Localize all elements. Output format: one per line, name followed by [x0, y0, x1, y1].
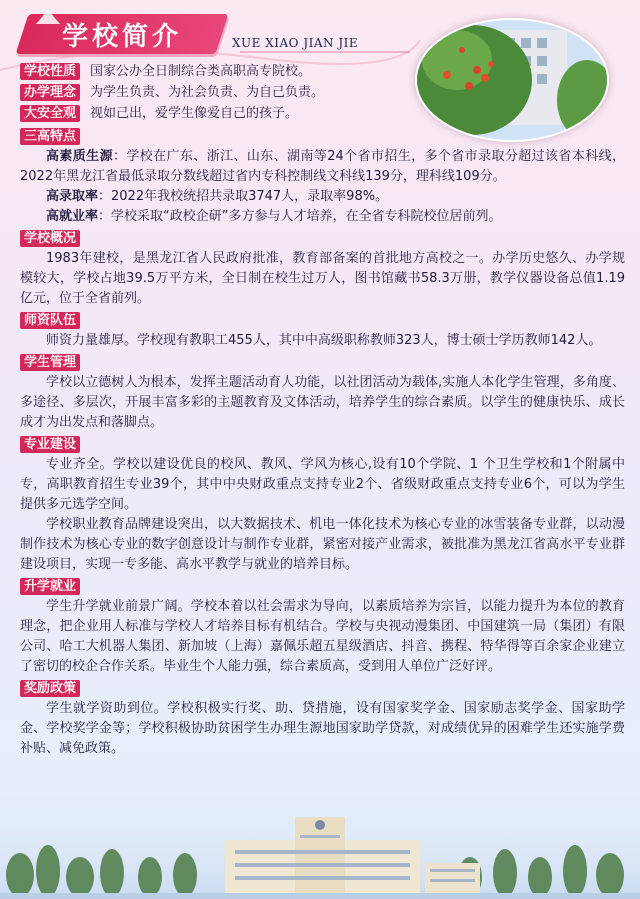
- three-high-item: [20, 147, 625, 187]
- content: [20, 62, 625, 759]
- section-paragraph: 师资力量雄厚。学校现有教职工455人，其中中高级职称教师323人，博士硕士学历教师142人。: [46, 333, 602, 348]
- intro-text: 国家公办全日制综合类高职高专院校。: [90, 64, 312, 79]
- section-tag: 升学就业: [20, 578, 80, 595]
- section-tag: 办学理念: [20, 84, 80, 101]
- intro-row: [20, 83, 625, 102]
- item-lead: 高录取率: [46, 189, 99, 204]
- section-tag: 师资队伍: [20, 312, 80, 329]
- section-tag: 学生管理: [20, 354, 80, 371]
- page-subtitle: XUE XIAO JIAN JIE: [232, 36, 359, 50]
- section-paragraph: 学校以立德树人为根本，发挥主题活动育人功能，以社团活动为载体,实施人本化学生管理，多角度、多途径、多层次，开展丰富多彩的主题教育及文体活动，培养学生的综合素质。以学生的健康快乐、成长成才为出发点和落脚点。: [20, 375, 625, 430]
- item-lead: 高素质生源: [46, 149, 113, 164]
- intro-text: 为学生负责、为社会负责、为自己负责。: [90, 85, 325, 100]
- section-tag: 学校性质: [20, 63, 80, 80]
- section-paragraph: 学生升学就业前景广阔。学校本着以社会需求为导向，以素质培养为宗旨，以能力提升为本位的教育理念，把企业用人标准与学校人才培养目标有机结合。学校与央视动漫集团、中国建筑一局（集团）有限公司、哈工大机器人集团、新加坡（上海）嘉佩乐超五星级酒店、抖音、携程、特华得等百余家企业建立了密切的校企合作关系。毕业生个人能力强，综合素质高，受到用人单位广泛好评。: [20, 599, 625, 674]
- intro-row: [20, 104, 625, 123]
- section-paragraph: 1983年建校，是黑龙江省人民政府批准，教育部备案的首批地方高校之一。办学历史悠久、办学规模较大，学校占地39.5万平方米，全日制在校生过万人，图书馆藏书58.3万册，教学仪器设备总值1.19亿元，位于全省前列。: [20, 251, 625, 306]
- intro-text: 视如己出，爱学生像爱自己的孩子。: [90, 106, 299, 121]
- campus-skyline: [0, 805, 640, 899]
- item-text: ：学校采取“政校企研”多方参与人才培养，在全省专科院校位居前列。: [98, 209, 502, 224]
- intro-row: [20, 62, 625, 81]
- item-text: ：2022年我校统招共录取3747人，录取率98%。: [98, 189, 389, 204]
- three-high-item: [20, 207, 625, 227]
- three-high-item: [20, 187, 625, 207]
- section-tag: 奖励政策: [20, 680, 80, 697]
- page-title: 学校简介: [62, 22, 183, 52]
- section-tag: 学校概况: [20, 230, 80, 247]
- item-lead: 高就业率: [46, 209, 99, 224]
- section-paragraph: 学校职业教育品牌建设突出，以大数据技术、机电一体化技术为核心专业的冰雪装备专业群，以动漫制作技术为核心专业的数字创意设计与制作专业群，紧密对接产业需求，被批准为黑龙江省高水平专业群建设项目，实现一专多能、高水平教学与就业的培养目标。: [20, 517, 625, 572]
- section-tag: 三高特点: [20, 128, 80, 145]
- section-tag: 大安全观: [20, 105, 80, 122]
- section-tag: 专业建设: [20, 436, 80, 453]
- item-text: ：学校在广东、浙江、山东、湖南等24个省市招生，多个省市录取分超过该省本科线，2022年黑龙江省最低录取分数线超过省内专科控制线文科线139分，理科线109分。: [20, 149, 625, 184]
- section-paragraph: 学生就学资助到位。学校积极实行奖、助、贷措施，设有国家奖学金、国家励志奖学金、国家助学金、学校奖学金等；学校积极协助贫困学生办理生源地国家助学贷款，对成绩优异的困难学生还实施学费补贴、减免政策。: [20, 701, 625, 756]
- pin-icon: [34, 8, 62, 26]
- section-paragraph: 专业齐全。学校以建设优良的校风、教风、学风为核心,设有10个学院、1 个卫生学校和1个附属中专，高职教育招生专业39个，其中中央财政重点支持专业2个、省级财政重点支持专业6个，可以为学生提供多元选学空间。: [20, 457, 625, 512]
